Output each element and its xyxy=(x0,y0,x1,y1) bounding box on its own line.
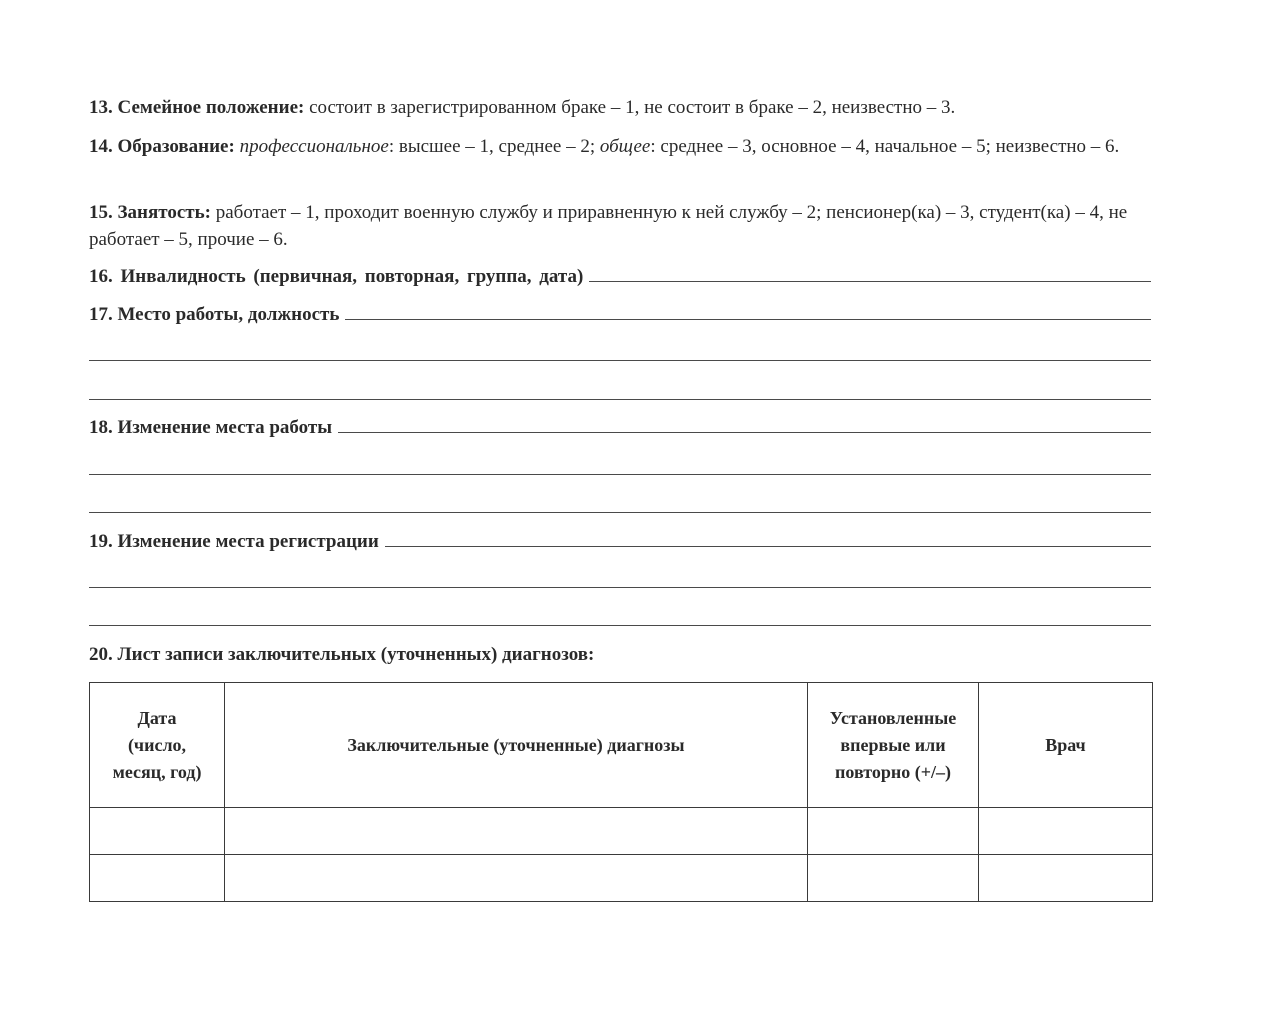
cell-date[interactable] xyxy=(90,855,225,902)
item-19-label: 19. Изменение места регистрации xyxy=(89,531,379,552)
item-13-text: состоит в зарегистрированном браке – 1, не состоит в браке – 2, неизвестно – 3. xyxy=(304,97,956,118)
item-14-label: 14. Образование: xyxy=(89,136,235,157)
table-row xyxy=(90,808,1153,855)
item-18-workplace-change xyxy=(89,414,1151,441)
item-15-text: работает – 1, проходит военную службу и приравненную к ней службу – 2; пенсионер(ка) – 3, студент(ка) – 4, не работает – 5, прочие – 6. xyxy=(89,202,1128,250)
item-18-label: 18. Изменение места работы xyxy=(89,417,333,438)
header-doctor: Врач xyxy=(979,683,1153,808)
table-row xyxy=(90,855,1153,902)
cell-doctor[interactable] xyxy=(979,808,1153,855)
item-19-registration-change xyxy=(89,528,1151,555)
diagnoses-table xyxy=(89,682,1153,902)
header-diagnoses: Заключительные (уточненные) диагнозы xyxy=(225,683,808,808)
registration-change-input-line-3[interactable] xyxy=(89,625,1151,626)
cell-first-or-repeat[interactable] xyxy=(808,855,979,902)
workplace-change-input-line-2[interactable] xyxy=(89,474,1151,475)
header-date: Дата (число, месяц, год) xyxy=(90,683,225,808)
item-13-label: 13. Семейное положение: xyxy=(89,97,305,118)
table-header-row xyxy=(90,683,1153,808)
cell-diagnosis[interactable] xyxy=(225,855,808,902)
cell-first-or-repeat[interactable] xyxy=(808,808,979,855)
workplace-change-input-line[interactable] xyxy=(338,414,1151,433)
registration-change-input-line[interactable] xyxy=(385,528,1151,547)
item-14-general-label: общее xyxy=(599,136,651,157)
workplace-input-line-3[interactable] xyxy=(89,399,1151,400)
item-14-professional-text: : высшее – 1, среднее – 2; xyxy=(388,136,600,157)
workplace-input-line-2[interactable] xyxy=(89,360,1151,361)
item-17-label: 17. Место работы, должность xyxy=(89,304,340,325)
item-15-employment xyxy=(89,199,1151,253)
item-15-label: 15. Занятость: xyxy=(89,202,211,223)
cell-date[interactable] xyxy=(90,808,225,855)
item-20-diagnoses-title: 20. Лист записи заключительных (уточненных) диагнозов: xyxy=(89,644,595,665)
cell-diagnosis[interactable] xyxy=(225,808,808,855)
disability-input-line[interactable] xyxy=(589,263,1151,282)
item-17-workplace xyxy=(89,301,1151,328)
workplace-change-input-line-3[interactable] xyxy=(89,512,1151,513)
item-14-education xyxy=(89,133,1151,160)
item-13-marital-status xyxy=(89,94,1151,121)
registration-change-input-line-2[interactable] xyxy=(89,587,1151,588)
item-16-disability xyxy=(89,263,1151,290)
item-14-general-text: : среднее – 3, основное – 4, начальное – 5; неизвестно – 6. xyxy=(650,136,1120,157)
workplace-input-line[interactable] xyxy=(345,301,1151,320)
cell-doctor[interactable] xyxy=(979,855,1153,902)
item-16-label: 16. Инвалидность (первичная, повторная, группа, дата) xyxy=(89,266,584,287)
item-14-professional-label: профессиональное xyxy=(239,136,389,157)
header-first-or-repeat: Установленные впервые или повторно (+/–) xyxy=(808,683,979,808)
